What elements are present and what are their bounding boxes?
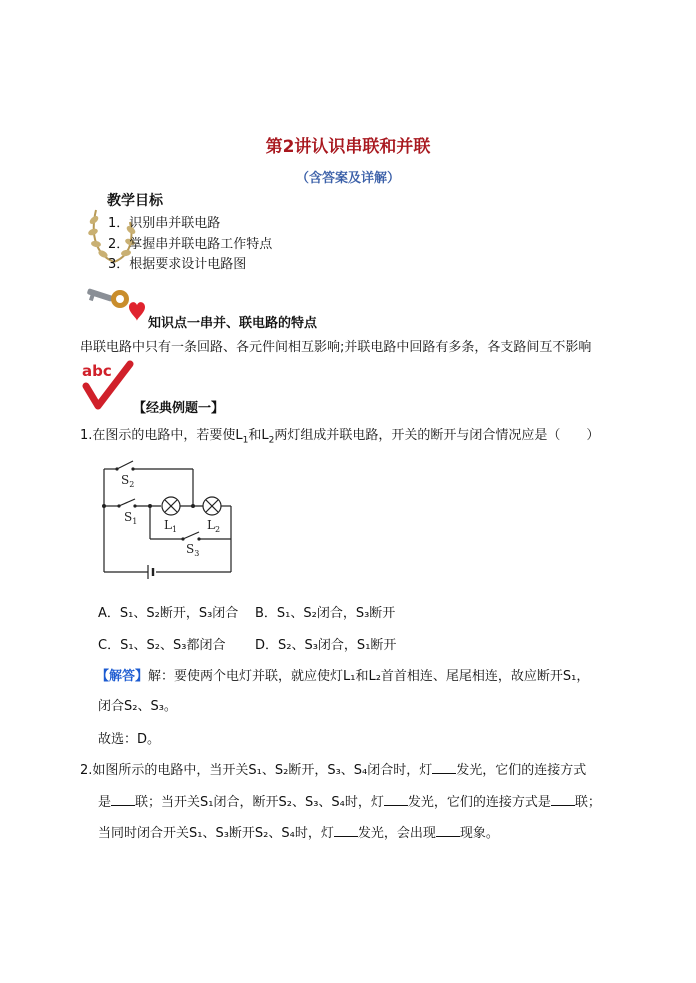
q1-option-a: A．S₁、S₂断开，S₃闭合 [98,606,239,621]
knowledge-heading: 知识点一串并、联电路的特点 [148,316,318,331]
l1-sub: 1 [171,525,178,534]
answer-blank[interactable] [551,791,575,806]
s3-label: S [186,542,195,556]
q1-option-c: C．S₁、S₂、S₃都闭合 [98,638,226,653]
solution-text-1: 解：要使两个电灯并联，就应使灯L₁和L₂首首相连、尾尾相连，故应断开S₁， [148,669,590,684]
answer-blank[interactable] [432,759,456,774]
q2-text: 发光，它们的连接方式是 [407,795,551,810]
q1-number: 1. [80,428,93,443]
goal-item: 2．掌握串并联电路工作特点 [108,237,273,252]
q2-line3 [98,822,499,841]
abc-check-icon [80,358,134,410]
q2-text: 联；当开关S₁闭合，断开S₂、S₃、S₄时，灯 [135,795,384,810]
page-subtitle: （含答案及详解） [295,171,400,186]
q2-text: 联； [574,795,601,810]
svg-text:S3 [186,542,199,558]
q1-solution-line2: 闭合S₂、S₃。 [98,699,177,714]
svg-text:S1 [124,510,137,526]
q1-sub-1: 1 [242,435,249,446]
q2-text: 如图所示的电路中，当开关S₁、S₂断开，S₃、S₄闭合时，灯 [92,763,433,778]
q2-line2 [98,791,601,810]
q1-sub-2: 2 [268,435,275,446]
key-heart-icon [85,283,149,327]
answer-blank[interactable] [334,822,358,837]
q1-option-d: D．S₂、S₃闭合，S₁断开 [255,638,397,653]
q1-solution-line1 [96,665,589,684]
q2-text: 发光，会出现 [357,826,436,841]
q1-text-2: 和L [248,428,269,443]
page-title: 第2讲认识串联和并联 [265,137,431,157]
s2-label: S [121,473,130,487]
s3-sub: 3 [194,549,200,558]
q2-number: 2. [80,763,93,778]
svg-text:L1 [164,518,177,534]
s1-sub: 1 [132,517,138,526]
svg-text:L2 [207,518,220,534]
example-heading: 【经典例题一】 [133,401,225,416]
answer-blank[interactable] [436,822,460,837]
goal-item: 1．识别串并联电路 [108,216,221,231]
goal-item: 3．根据要求设计电路图 [108,257,247,272]
q2-text: 是 [98,795,112,810]
q1-option-b: B．S₁、S₂闭合，S₃断开 [255,606,396,621]
q2-text: 发光，它们的连接方式 [456,763,587,778]
s2-sub: 2 [129,480,135,489]
goals-heading: 教学目标 [107,193,163,209]
abc-label: abc [82,362,112,380]
l2-sub: 2 [214,525,221,534]
circuit-diagram [95,455,245,580]
knowledge-text: 串联电路中只有一条回路、各元件间相互影响;并联电路中回路有多条，各支路间互不影响 [80,340,592,355]
q1-text-1: 在图示的电路中，若要使L [92,428,243,443]
q2-text: 现象。 [459,826,499,841]
l2-label: L [207,518,215,532]
q2-text: 当同时闭合开关S₁、S₃断开S₂、S₄时，灯 [98,826,334,841]
answer-blank[interactable] [384,791,408,806]
q1-text-3: 两灯组成并联电路，开关的断开与闭合情况应是（ ） [274,428,600,443]
q2-line1 [80,759,586,778]
q1-answer: 故选：D。 [98,732,161,747]
s1-label: S [124,510,133,524]
q1-stem [80,424,599,446]
l1-label: L [164,518,172,532]
svg-text:S2 [121,473,134,489]
solution-tag: 【解答】 [96,669,149,684]
answer-blank[interactable] [111,791,135,806]
